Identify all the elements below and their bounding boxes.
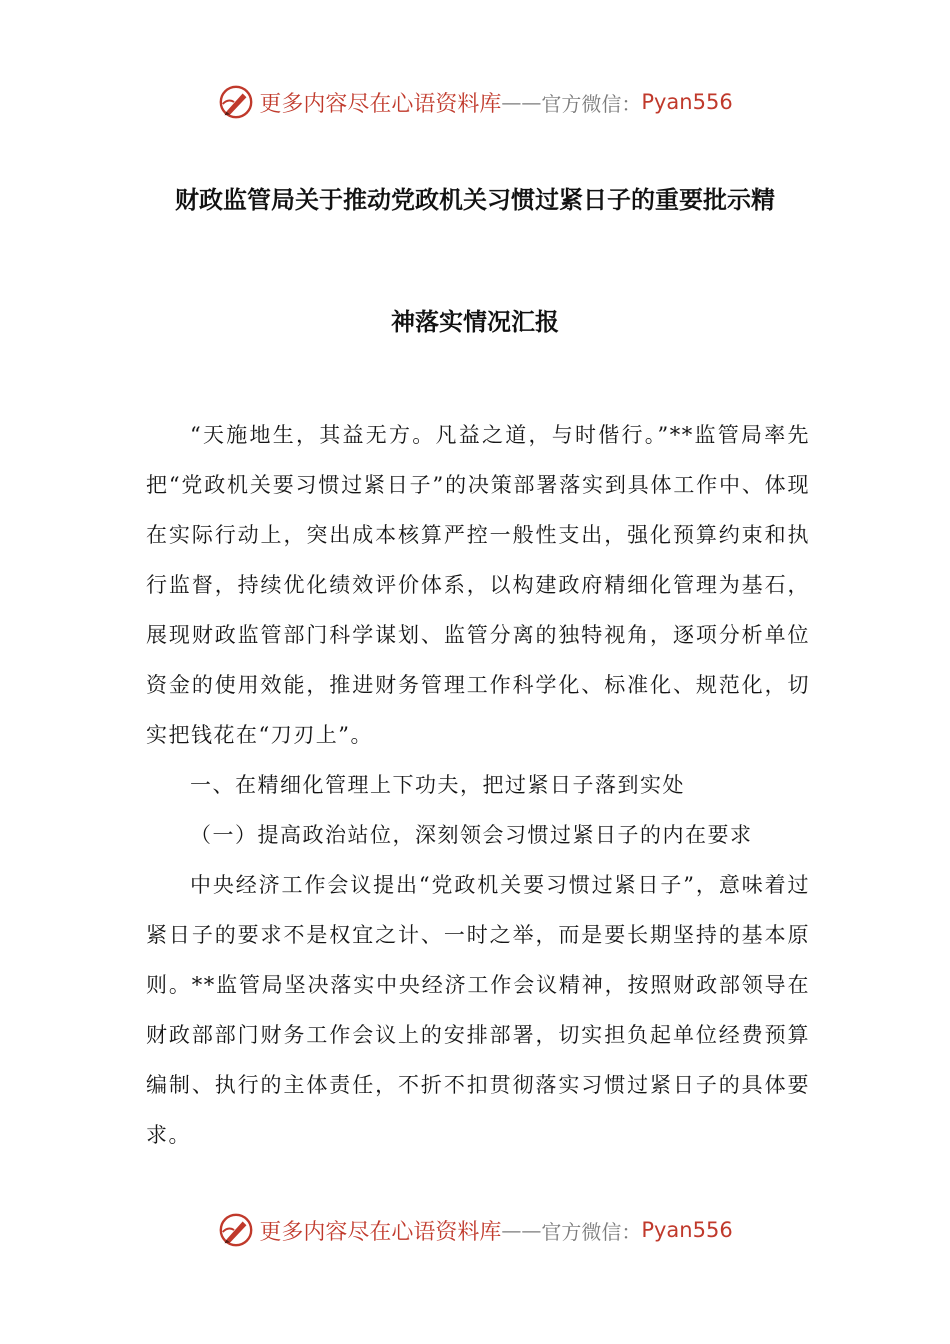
watermark-banner-top bbox=[0, 80, 950, 124]
watermark-id: Pyan556 bbox=[641, 1218, 733, 1242]
watermark-main-text: 更多内容尽在心语资料库 bbox=[259, 1219, 502, 1245]
watermark-sub-text: 官方微信： bbox=[541, 91, 642, 116]
watermark-sub-text: 官方微信： bbox=[541, 1219, 642, 1244]
heading-section-1: 一、在精细化管理上下功夫，把过紧日子落到实处 bbox=[190, 773, 685, 797]
watermark-dash: —— bbox=[501, 90, 542, 114]
document-title-line-1: 财政监管局关于推动党政机关习惯过紧日子的重要批示精 bbox=[175, 186, 775, 214]
paragraph-body: 中央经济工作会议提出“党政机关要习惯过紧日子”，意味着过紧日子的要求不是权宜之计、一时之举，而是要长期坚持的基本原则。**监管局坚决落实中央经济工作会议精神，按照财政部领导在财政部部门财务工作会议上的安排部署，切实担负起单位经费预算编制、执行的主体责任，不折不扣贯彻落实习惯过紧日子的具体要求。 bbox=[146, 873, 810, 1147]
document-body bbox=[146, 410, 810, 1160]
paragraph-intro: “天施地生，其益无方。凡益之道，与时偕行。”**监管局率先把“党政机关要习惯过紧日子”的决策部署落实到具体工作中、体现在实际行动上，突出成本核算严控一般性支出，强化预算约束和执行监督，持续优化绩效评价体系，以构建政府精细化管理为基石，展现财政监管部门科学谋划、监管分离的独特视角，逐项分析单位资金的使用效能，推进财务管理工作科学化、标准化、规范化，切实把钱花在“刀刃上”。 bbox=[146, 423, 810, 747]
pen-logo-icon bbox=[217, 1211, 255, 1249]
watermark-dash: —— bbox=[501, 1218, 542, 1242]
watermark-banner-bottom bbox=[0, 1208, 950, 1252]
pen-logo-icon bbox=[217, 83, 255, 121]
watermark-id: Pyan556 bbox=[641, 90, 733, 114]
document-title-line-2: 神落实情况汇报 bbox=[391, 308, 559, 336]
heading-subsection-1: （一）提高政治站位，深刻领会习惯过紧日子的内在要求 bbox=[190, 823, 753, 847]
watermark-main-text: 更多内容尽在心语资料库 bbox=[259, 91, 502, 117]
